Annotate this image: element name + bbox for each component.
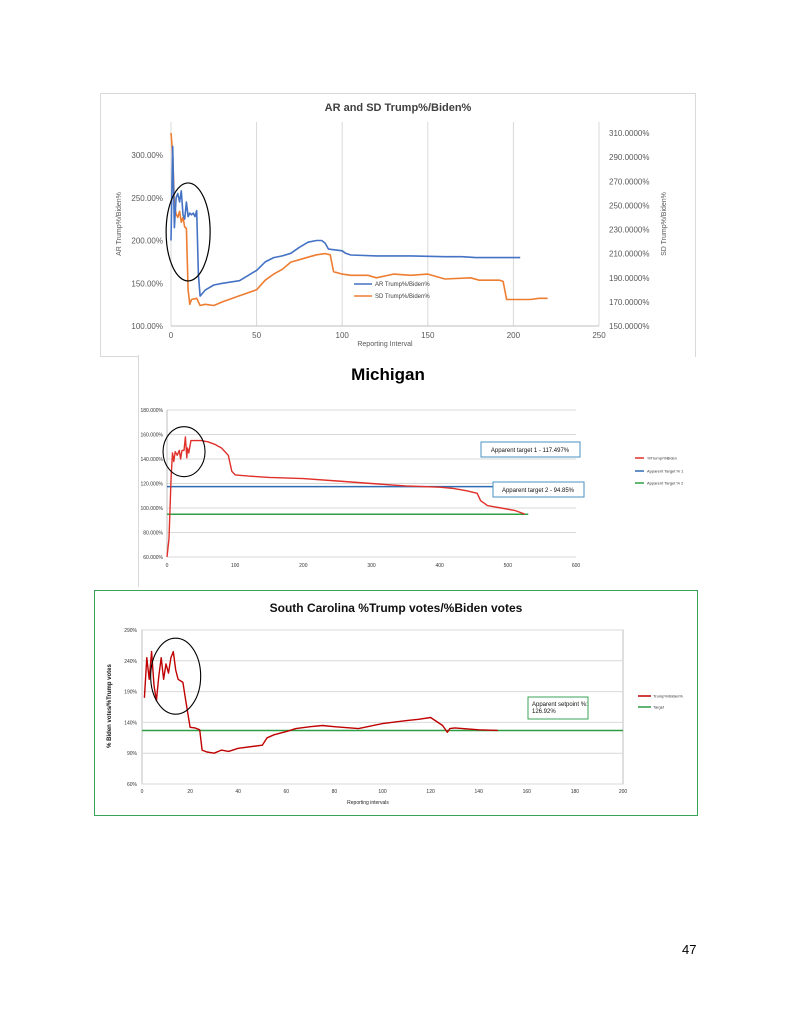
chart1-x-tick: 250 (592, 331, 606, 340)
chart3-y-tick: 240% (124, 658, 137, 665)
chart1-y2-tick: 190.0000% (609, 273, 650, 283)
chart2-y-tick: 120.000% (140, 481, 163, 488)
chart3-x-tick: 100 (378, 789, 387, 795)
chart3-setpoint-line: Apparent setpoint %: (532, 702, 588, 708)
chart1-y2-tick: 250.0000% (609, 201, 650, 211)
chart1-series-sd-line (171, 133, 548, 306)
michigan-chart-panel (138, 355, 695, 587)
chart2-x-tick: 200 (299, 563, 308, 569)
chart2-x-tick: 400 (435, 563, 444, 569)
chart1-x-tick: 0 (168, 331, 174, 340)
chart1-y2-tick: 290.0000% (609, 153, 650, 163)
chart3-y-tick: 60% (126, 782, 137, 788)
chart2-y-tick: 180.000% (140, 408, 163, 414)
chart2-target1-annotation: Apparent target 1 - 117.497% (490, 448, 570, 454)
chart3-x-label: Reporting intervals (347, 800, 389, 806)
chart1-y2-tick: 150.0000% (609, 322, 650, 331)
chart1-x-tick: 50 (252, 331, 262, 340)
chart2-x-tick: 300 (367, 563, 376, 569)
ar-sd-chart (101, 94, 695, 356)
chart2-x-tick: 0 (165, 563, 169, 569)
chart1-y-tick: 200.00% (131, 236, 163, 246)
chart2-legend-label: Apparent Target % 2 (647, 480, 684, 486)
chart3-y-label: % Biden votes/%Trump votes (107, 664, 113, 748)
chart1-x-tick: 200 (506, 331, 521, 340)
chart1-y-tick: 150.00% (131, 279, 163, 289)
chart3-x-tick: 200 (618, 789, 628, 795)
chart1-y-label: AR Trump%/Biden% (116, 192, 123, 256)
chart3-x-tick: 180 (570, 789, 580, 795)
chart1-y2-tick: 310.0000% (609, 129, 650, 138)
chart1-series-ar-line (171, 146, 520, 296)
chart3-x-tick: 0 (140, 789, 144, 795)
chart1-title: AR and SD Trump%/Biden% (324, 102, 472, 114)
chart2-legend-label: %Trump/%Biden (647, 455, 677, 461)
south-carolina-chart (95, 591, 697, 815)
chart3-y-tick: 140% (124, 720, 137, 727)
chart3-series-trump-line (144, 652, 498, 754)
chart2-y-tick: 100.000% (140, 506, 163, 512)
chart3-setpoint-line: 126.92% (532, 709, 556, 715)
chart3-title: South Carolina %Trump votes/%Biden votes (269, 601, 523, 615)
chart2-title: Michigan (351, 365, 425, 384)
page-number: 47 (682, 942, 697, 957)
chart2-x-tick: 100 (230, 563, 240, 569)
chart3-y-tick: 190% (124, 689, 137, 696)
chart1-x-tick: 150 (421, 331, 435, 340)
chart2-y-tick: 60.000% (143, 555, 163, 561)
chart3-x-tick: 140 (474, 789, 483, 795)
chart3-legend-label: Target (653, 704, 665, 710)
chart1-y2-tick: 210.0000% (609, 249, 650, 259)
chart3-legend-label: Trump%/Biden% (653, 693, 683, 699)
chart3-y-tick: 290% (124, 628, 137, 634)
chart2-x-tick: 500 (503, 563, 513, 569)
chart1-x-tick: 100 (335, 331, 349, 340)
chart1-y2-tick: 230.0000% (609, 225, 650, 235)
chart3-x-tick: 80 (331, 789, 338, 795)
michigan-chart (139, 355, 695, 587)
chart3-x-tick: 20 (187, 789, 193, 795)
chart1-x-label: Reporting Interval (357, 341, 413, 348)
chart1-y2-tick: 270.0000% (609, 177, 650, 187)
chart3-x-tick: 120 (426, 789, 435, 795)
chart1-y-tick: 300.00% (131, 151, 163, 160)
chart2-x-tick: 600 (571, 563, 581, 569)
chart2-target2-annotation: Apparent target 2 - 94.85% (501, 488, 575, 494)
chart1-y2-tick: 170.0000% (609, 297, 650, 307)
chart3-x-tick: 40 (235, 789, 241, 795)
ar-sd-chart-panel (100, 93, 696, 357)
chart3-setpoint-box (528, 697, 588, 719)
chart2-series-trump-line (167, 437, 525, 557)
chart1-legend-ar-label: AR Trump%/Biden% (375, 282, 430, 288)
chart1-y-tick: 100.00% (131, 322, 163, 331)
chart2-legend-label: Apparent Target % 1 (647, 468, 684, 474)
chart2-y-tick: 160.000% (140, 432, 163, 439)
chart1-legend-sd-label: SD Trump%/Biden% (375, 294, 430, 300)
chart2-y-tick: 140.000% (140, 457, 163, 463)
chart1-y2-label: SD Trump%/Biden% (661, 192, 668, 256)
chart1-y-tick: 250.00% (131, 193, 163, 203)
chart3-x-tick: 160 (522, 789, 531, 795)
chart2-y-tick: 80.000% (143, 530, 163, 537)
chart3-x-tick: 60 (283, 789, 290, 795)
chart3-y-tick: 90% (126, 751, 137, 758)
south-carolina-chart-panel (94, 590, 698, 816)
